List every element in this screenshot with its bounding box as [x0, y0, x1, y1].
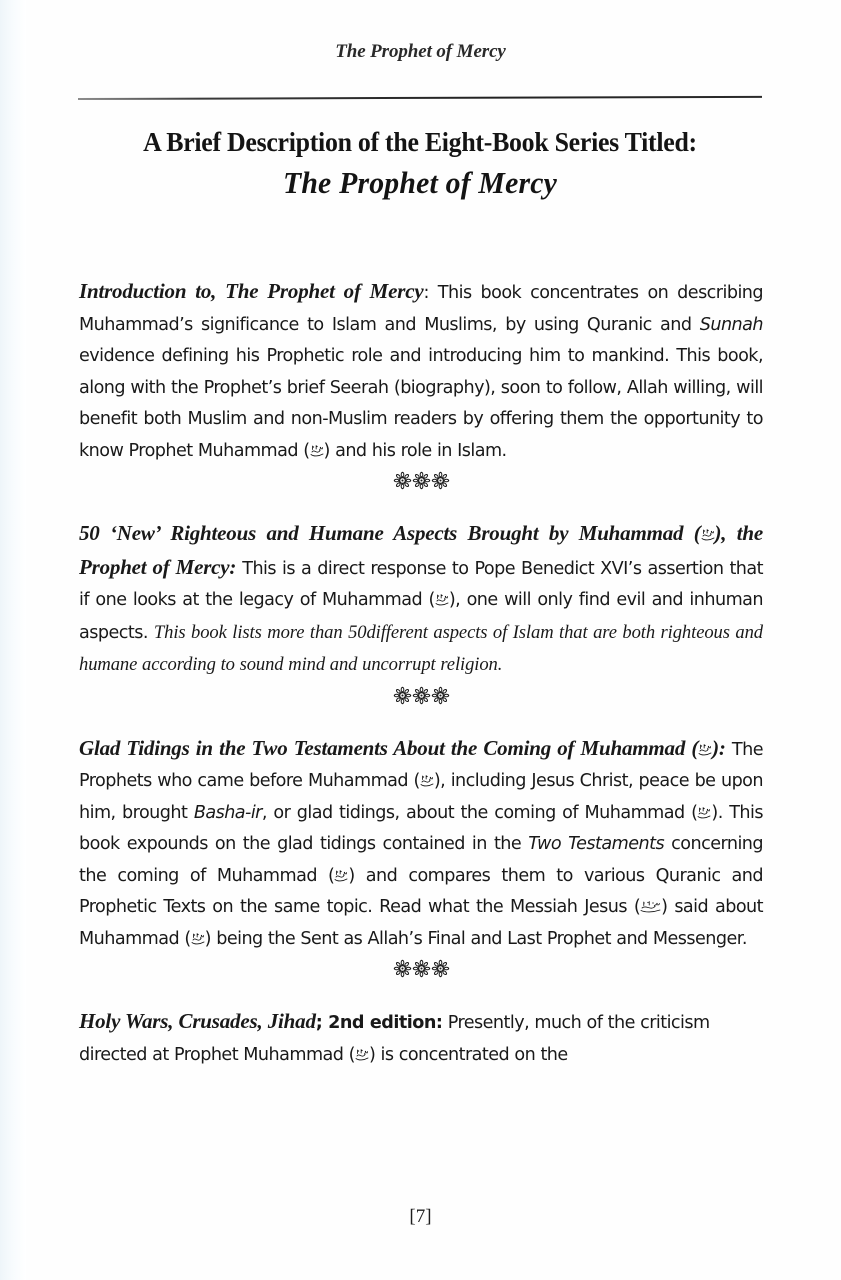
- page-number: [7]: [409, 1206, 432, 1227]
- body-column: [79, 276, 763, 1071]
- floral-rosette-icon: [393, 471, 412, 490]
- book-entry-glad-tidings: [79, 733, 763, 956]
- floral-rosette-icon: [431, 959, 450, 978]
- book-entry-fifty-new-aspects: [79, 518, 763, 682]
- entry-heading-text: :: [229, 554, 237, 579]
- header-rule: [78, 96, 762, 100]
- honorific-sallallahu-icon: [698, 743, 712, 758]
- floral-rosette-icon: [412, 471, 431, 490]
- body-text: ). This book expounds on the glad tidings contained in the: [79, 802, 763, 854]
- body-text: ) and compares them to various Quranic and Prophetic Texts on the same topic. Read what the Messiah Jesus (: [79, 865, 764, 917]
- section-spacer: [79, 978, 763, 1006]
- body-text: ) and his role in Islam.: [323, 440, 507, 461]
- body-text: The Prophets who came before Muhammad (: [79, 739, 763, 791]
- section-spacer: [79, 490, 763, 518]
- honorific-sallallahu-icon: [697, 806, 711, 821]
- body-text: ) being the Sent as Allah’s Final and Last Prophet and Messenger.: [204, 928, 747, 949]
- section-ornament-divider: [79, 471, 763, 490]
- honorific-sallallahu-icon: [420, 774, 434, 789]
- entry-heading-text: Introduction to, The Prophet of Mercy: [79, 279, 424, 303]
- page-title-line-1: A Brief Description of the Eight-Book Series Titled:: [143, 126, 697, 157]
- body-text: , or glad tidings, about the coming of Muhammad (: [261, 802, 698, 823]
- scan-edge-tint: [0, 0, 26, 1280]
- book-entry-holy-wars: [79, 1006, 763, 1071]
- floral-rosette-icon: [412, 959, 431, 978]
- entry-heading-text: ): [712, 735, 719, 760]
- body-text: This book concentrates on describing Muhammad’s significance to Islam and Muslims, by using Quranic and: [79, 283, 764, 335]
- running-head: The Prophet of Mercy: [335, 41, 506, 62]
- section-ornament-divider: [79, 686, 763, 705]
- body-text: This is a direct response to Pope Benedict XVI’s assertion that if one looks at the legacy of Muhammad (: [79, 558, 763, 610]
- body-text: concerning the coming of Muhammad (: [79, 834, 763, 886]
- honorific-sallallahu-icon: [701, 528, 715, 543]
- entry-heading-text: :: [718, 735, 726, 760]
- honorific-sallallahu-icon: [355, 1048, 369, 1063]
- body-text: ), one will only find evil and inhuman aspects.: [79, 590, 763, 643]
- honorific-sallallahu-icon: [435, 593, 449, 608]
- body-text: evidence defining his Prophetic role and introducing him to mankind. This book, along with the Prophet’s brief Seerah (biography), soon to follow, Allah willing, will benefit both Muslim and non-Muslim readers by offering them the opportunity to know Prophet Muhammad (: [79, 346, 763, 461]
- entry-heading-edition: ; 2nd edition:: [315, 1013, 443, 1033]
- page-title: [70, 126, 770, 201]
- honorific-sallallahu-icon: [334, 869, 348, 884]
- floral-rosette-icon: [431, 471, 450, 490]
- entry-heading-text: 50 ‘New’ Righteous and Humane Aspects Brought by Muhammad (: [79, 521, 701, 545]
- emphasis-text: Basha-ir: [193, 802, 262, 823]
- entry-heading-separator: :: [423, 283, 429, 303]
- body-text: ) is concentrated on the: [368, 1044, 568, 1065]
- honorific-alayhi-salam-icon: [640, 900, 661, 915]
- floral-rosette-icon: [393, 686, 412, 705]
- page-title-line-2: The Prophet of Mercy: [282, 165, 558, 200]
- entry-heading-text: Glad Tidings in the Two Testaments About the Coming of Muhammad (: [79, 735, 699, 760]
- entry-tail-count: 50: [348, 621, 367, 643]
- section-ornament-divider: [79, 959, 763, 978]
- honorific-sallallahu-icon: [191, 932, 205, 947]
- section-spacer: [79, 705, 763, 733]
- book-entry-introduction: [79, 276, 763, 467]
- entry-heading-text: ), the Prophet of Mercy: [79, 521, 763, 579]
- emphasis-text: Sunnah: [699, 314, 763, 335]
- entry-heading-text: Holy Wars, Crusades, Jihad: [79, 1009, 316, 1033]
- entry-tail-note: This book lists more than: [153, 621, 349, 643]
- body-text: ) said about Muhammad (: [79, 897, 764, 949]
- floral-rosette-icon: [393, 959, 412, 978]
- entry-tail-note: different aspects of Islam that are both righteous and humane according to sound mind and uncorrupt religion.: [79, 621, 763, 675]
- honorific-sallallahu-icon: [310, 444, 324, 459]
- body-text: Presently, much of the criticism directed at Prophet Muhammad (: [79, 1013, 710, 1065]
- floral-rosette-icon: [431, 686, 450, 705]
- body-text: ), including Jesus Christ, peace be upon him, brought: [79, 771, 763, 823]
- emphasis-text: Two Testaments: [528, 834, 665, 854]
- floral-rosette-icon: [412, 686, 431, 705]
